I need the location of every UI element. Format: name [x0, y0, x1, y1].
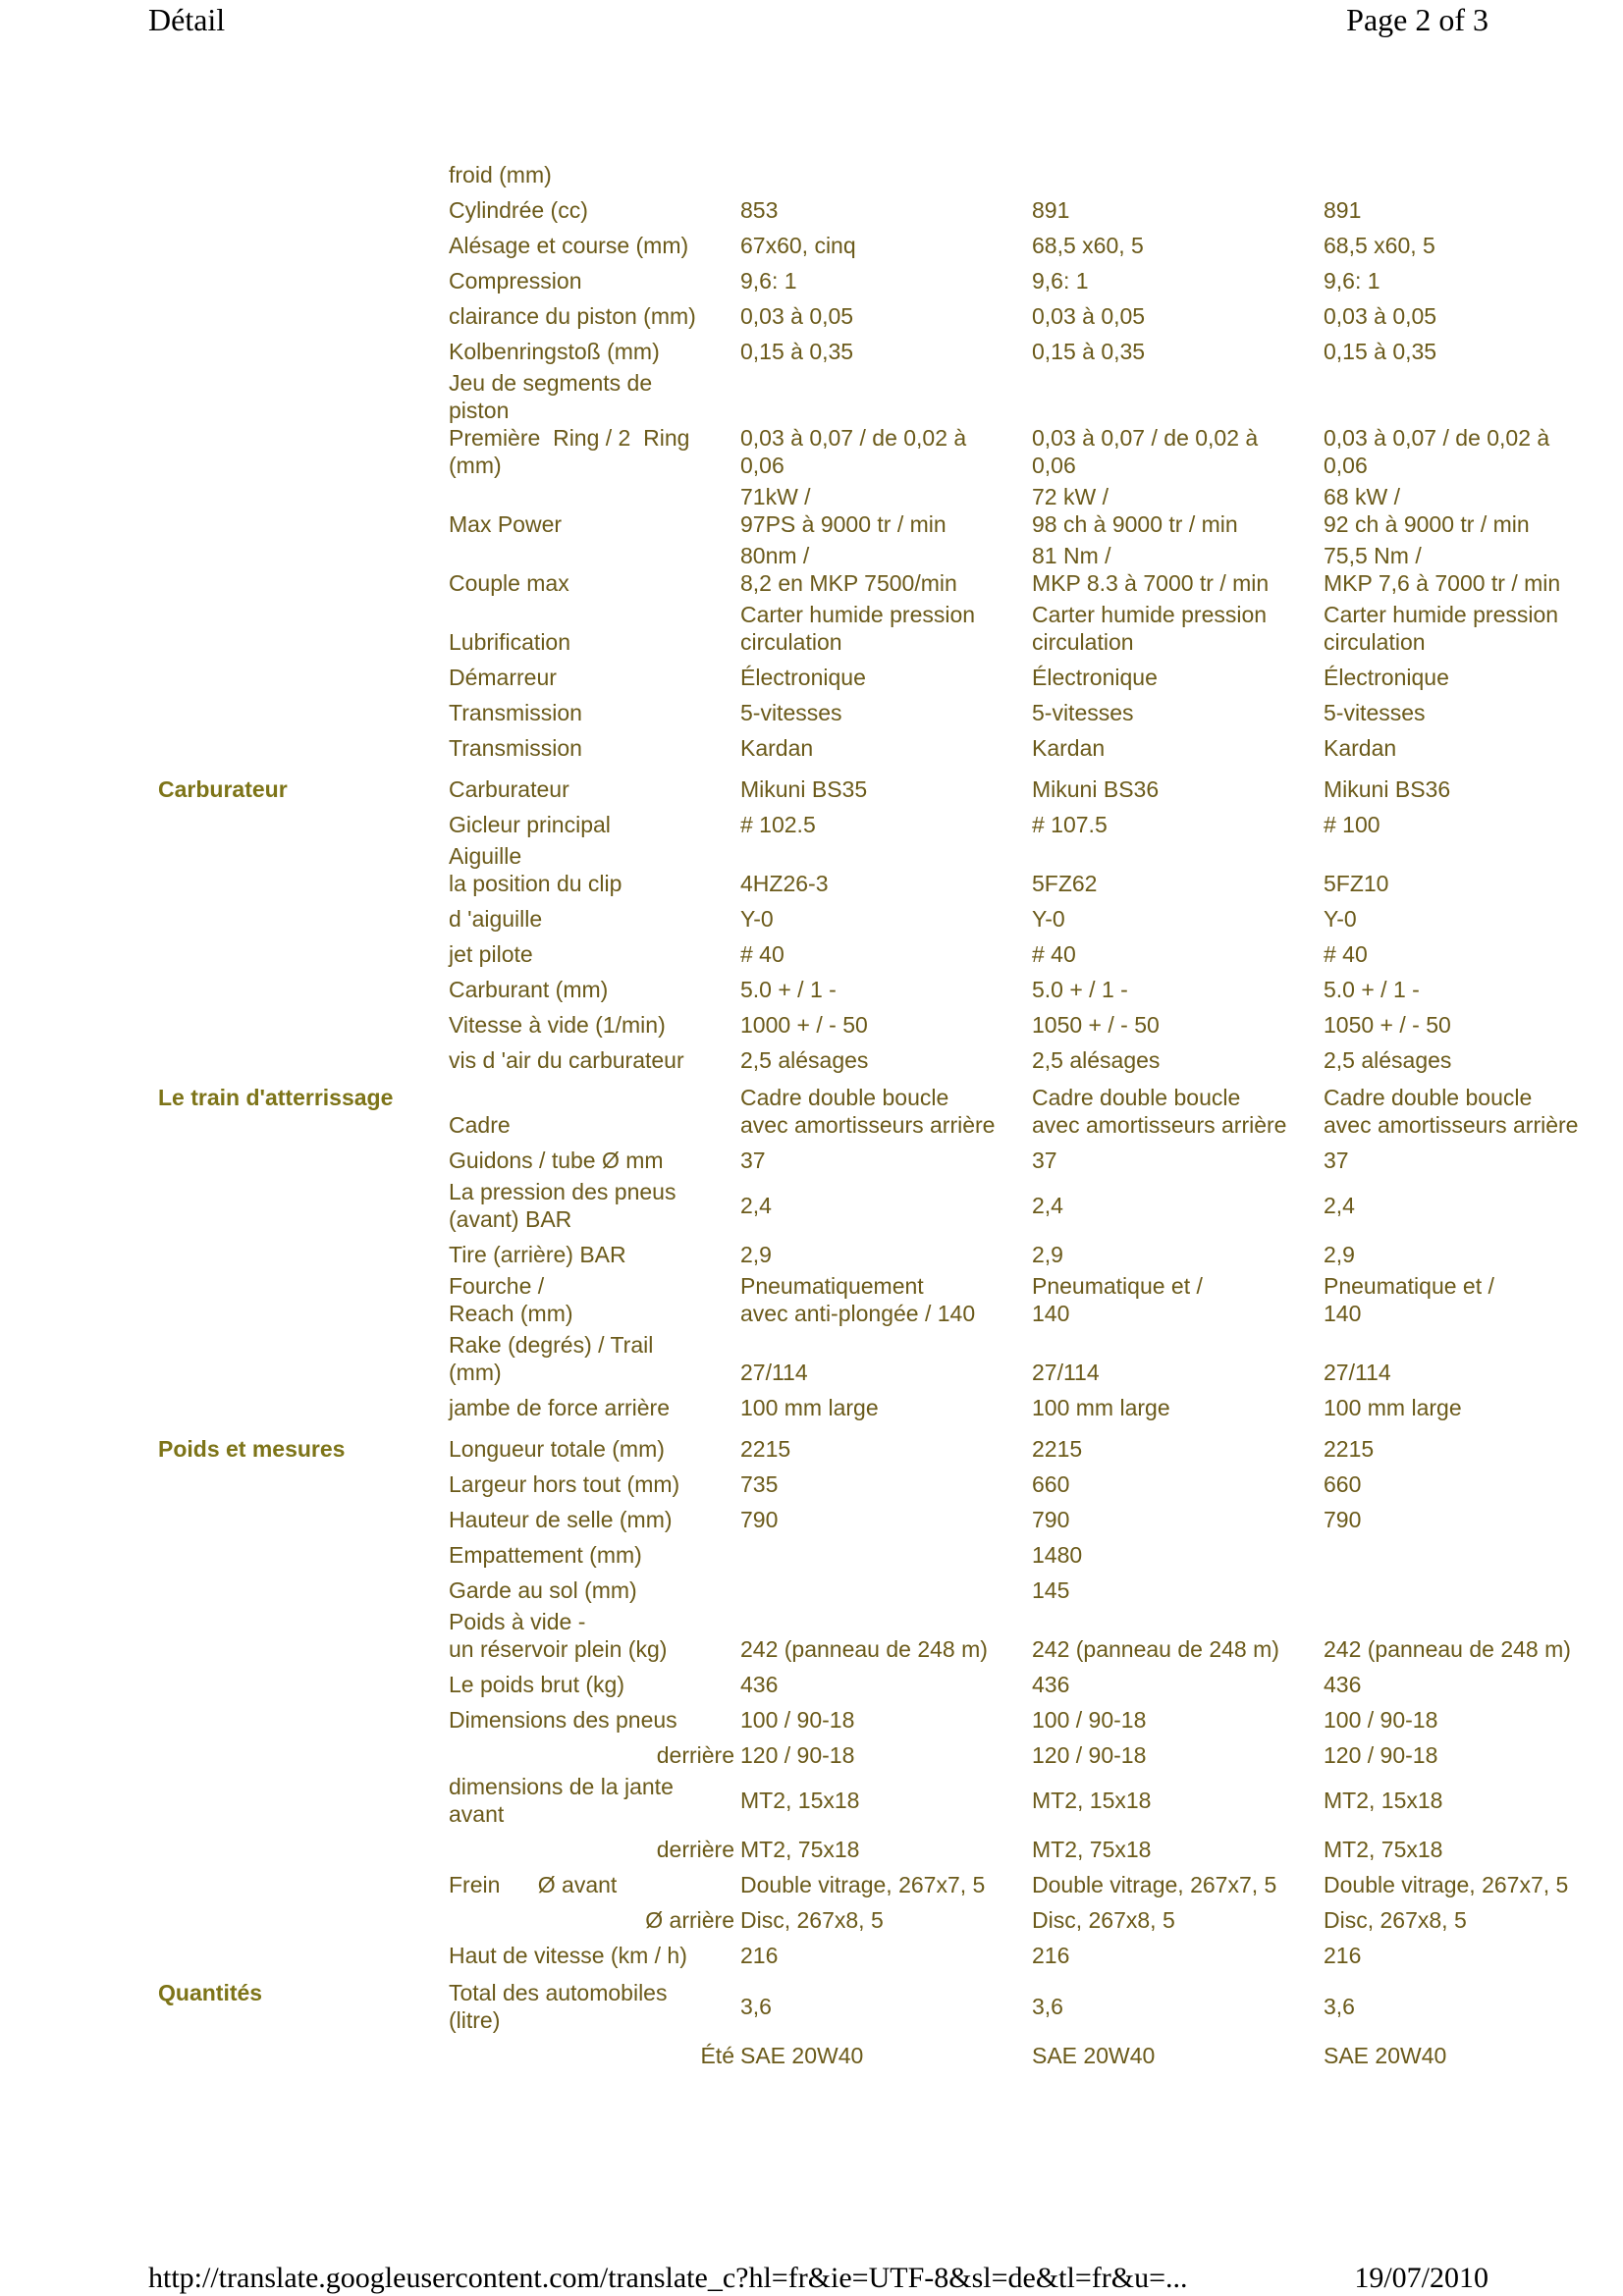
spec-value-1: MT2, 15x18 [740, 1788, 860, 1813]
spec-value-2: Mikuni BS36 [1032, 776, 1160, 802]
spec-value-1: 100 / 90-18 [740, 1707, 855, 1733]
spec-label: Poids à vide - un réservoir plein (kg) [449, 1609, 668, 1662]
spec-value-1: 67x60, cinq [740, 233, 856, 258]
spec-row [158, 1042, 1486, 1078]
spec-value-1: 2,4 [740, 1193, 772, 1218]
spec-row [158, 972, 1486, 1007]
spec-value-2: Y-0 [1032, 906, 1065, 932]
spec-value-2: MT2, 15x18 [1032, 1788, 1152, 1813]
spec-value-1: Électronique [740, 665, 866, 690]
spec-label: Aiguille la position du clip [449, 843, 622, 896]
spec-value-3: 2,9 [1324, 1242, 1355, 1267]
spec-row [158, 1608, 1571, 1667]
spec-row [158, 807, 1486, 842]
spec-value-2: 3,6 [1032, 1994, 1063, 2019]
spec-value-2: Carter humide pression circulation [1032, 602, 1268, 655]
spec-row [158, 772, 1486, 807]
spec-value-3: 0,15 à 0,35 [1324, 339, 1437, 364]
spec-row [158, 542, 1561, 601]
spec-label: jet pilote [449, 941, 533, 967]
spec-label: d 'aiguille [449, 906, 543, 932]
spec-label: Hauteur de selle (mm) [449, 1507, 673, 1532]
spec-table [158, 157, 1579, 2073]
spec-row [158, 1272, 1494, 1331]
spec-value-2: 2,9 [1032, 1242, 1063, 1267]
spec-value-1: # 40 [740, 941, 784, 967]
spec-value-3: 790 [1324, 1507, 1362, 1532]
spec-value-2: Pneumatique et / 140 [1032, 1273, 1203, 1326]
spec-value-1: MT2, 75x18 [740, 1837, 860, 1862]
spec-label: derrière [656, 1837, 734, 1862]
spec-value-1: 0,03 à 0,07 / de 0,02 à 0,06 [740, 425, 967, 478]
spec-row [158, 1979, 1486, 2038]
spec-value-1: 120 / 90-18 [740, 1742, 855, 1768]
spec-value-1: 436 [740, 1672, 779, 1697]
spec-value-3: 75,5 Nm / MKP 7,6 à 7000 tr / min [1324, 543, 1561, 596]
spec-value-1: 3,6 [740, 1994, 772, 2019]
spec-row [158, 192, 1486, 228]
spec-label: Guidons / tube Ø mm [449, 1148, 664, 1173]
spec-value-3: 1050 + / - 50 [1324, 1012, 1451, 1038]
spec-value-1: 4HZ26-3 [740, 871, 829, 896]
spec-value-3: 2,4 [1324, 1193, 1355, 1218]
spec-value-3: Double vitrage, 267x7, 5 [1324, 1872, 1569, 1897]
spec-row [158, 2038, 1486, 2073]
section-title: Carburateur [158, 776, 288, 802]
spec-value-3: 100 / 90-18 [1324, 1707, 1438, 1733]
spec-value-1: 27/114 [740, 1360, 808, 1385]
spec-row [158, 369, 1550, 483]
spec-label: Garde au sol (mm) [449, 1577, 637, 1603]
spec-label: Haut de vitesse (km / h) [449, 1943, 687, 1968]
spec-label: Transmission [449, 700, 582, 725]
spec-value-2: 242 (panneau de 248 m) [1032, 1636, 1279, 1662]
spec-value-1: Cadre double boucle avec amortisseurs arrière [740, 1085, 996, 1138]
spec-value-2: MT2, 75x18 [1032, 1837, 1152, 1862]
spec-value-3: 27/114 [1324, 1360, 1391, 1385]
spec-value-1: Disc, 267x8, 5 [740, 1907, 884, 1933]
spec-row [158, 1237, 1486, 1272]
spec-value-1: Kardan [740, 735, 814, 761]
spec-label: Transmission [449, 735, 582, 761]
spec-row [158, 1431, 1486, 1467]
spec-row [158, 1702, 1486, 1737]
spec-value-1: 853 [740, 197, 779, 223]
spec-value-1: 80nm / 8,2 en MKP 7500/min [740, 543, 957, 596]
spec-value-2: 37 [1032, 1148, 1057, 1173]
footer-url: http://translate.googleusercontent.com/translate_c?hl=fr&ie=UTF-8&sl=de&tl=fr&u=... [148, 2262, 1188, 2294]
spec-label: Max Power [449, 511, 563, 537]
spec-label: Tire (arrière) BAR [449, 1242, 626, 1267]
spec-value-3: # 100 [1324, 812, 1380, 837]
spec-value-3: 2,5 alésages [1324, 1047, 1452, 1073]
spec-value-2: Disc, 267x8, 5 [1032, 1907, 1175, 1933]
spec-value-3: 216 [1324, 1943, 1362, 1968]
spec-value-2: 436 [1032, 1672, 1070, 1697]
spec-value-1: Pneumatiquement avec anti-plongée / 140 [740, 1273, 976, 1326]
footer-date: 19/07/2010 [1354, 2262, 1488, 2294]
spec-row [158, 1773, 1486, 1832]
spec-value-1: 216 [740, 1943, 779, 1968]
spec-row [158, 1178, 1486, 1237]
spec-label: Lubrification [449, 629, 571, 655]
page-header-title: Détail [148, 2, 226, 37]
spec-value-2: Cadre double boucle avec amortisseurs arrière [1032, 1085, 1287, 1138]
spec-value-3: 5.0 + / 1 - [1324, 977, 1420, 1002]
spec-value-1: Y-0 [740, 906, 774, 932]
spec-label: Été [700, 2043, 734, 2068]
spec-value-2: 2,4 [1032, 1193, 1063, 1218]
spec-row [158, 1573, 1486, 1608]
spec-value-3: 0,03 à 0,05 [1324, 303, 1437, 329]
spec-value-1: Carter humide pression circulation [740, 602, 976, 655]
spec-value-3: MT2, 75x18 [1324, 1837, 1443, 1862]
spec-row [158, 334, 1486, 369]
spec-row [158, 901, 1486, 936]
spec-value-3: 37 [1324, 1148, 1349, 1173]
spec-row [158, 483, 1530, 542]
spec-value-1: 37 [740, 1148, 766, 1173]
spec-value-2: SAE 20W40 [1032, 2043, 1156, 2068]
spec-value-2: 81 Nm / MKP 8.3 à 7000 tr / min [1032, 543, 1270, 596]
section-title: Le train d'atterrissage [158, 1085, 394, 1110]
spec-value-1: 100 mm large [740, 1395, 879, 1420]
spec-row [158, 730, 1486, 766]
spec-label: Dimensions des pneus [449, 1707, 677, 1733]
spec-value-3: Y-0 [1324, 906, 1357, 932]
spec-value-1: 9,6: 1 [740, 268, 797, 294]
spec-label: Total des automobiles (litre) [449, 1980, 668, 2033]
spec-value-2: 5-vitesses [1032, 700, 1134, 725]
spec-value-1: 71kW / 97PS à 9000 tr / min [740, 484, 947, 537]
spec-value-3: MT2, 15x18 [1324, 1788, 1443, 1813]
spec-row [158, 1502, 1486, 1537]
spec-row [158, 1832, 1486, 1867]
spec-value-1: 735 [740, 1471, 779, 1497]
spec-value-1: SAE 20W40 [740, 2043, 864, 2068]
spec-value-1: Double vitrage, 267x7, 5 [740, 1872, 986, 1897]
spec-value-1: # 102.5 [740, 812, 816, 837]
spec-label: Alésage et course (mm) [449, 233, 689, 258]
spec-value-2: 5.0 + / 1 - [1032, 977, 1128, 1002]
spec-row [158, 1867, 1569, 1902]
spec-row [158, 1084, 1579, 1143]
spec-row [158, 1390, 1486, 1425]
spec-row [158, 1331, 1486, 1390]
spec-label: Largeur hors tout (mm) [449, 1471, 680, 1497]
spec-value-3: 436 [1324, 1672, 1362, 1697]
spec-row [158, 1938, 1486, 1973]
spec-label: Fourche / Reach (mm) [449, 1273, 573, 1326]
spec-value-1: 242 (panneau de 248 m) [740, 1636, 988, 1662]
spec-label: jambe de force arrière [449, 1395, 670, 1420]
spec-label: dimensions de la jante avant [449, 1774, 674, 1827]
spec-value-1: 0,03 à 0,05 [740, 303, 854, 329]
spec-value-1: 5.0 + / 1 - [740, 977, 837, 1002]
spec-row [158, 1007, 1486, 1042]
spec-label: vis d 'air du carburateur [449, 1047, 684, 1073]
spec-label: derrière [656, 1742, 734, 1768]
spec-value-1: 5-vitesses [740, 700, 842, 725]
spec-value-3: Mikuni BS36 [1324, 776, 1451, 802]
spec-row [158, 1467, 1486, 1502]
spec-value-3: 660 [1324, 1471, 1362, 1497]
spec-label: Longueur totale (mm) [449, 1436, 665, 1462]
spec-label: clairance du piston (mm) [449, 303, 696, 329]
spec-value-2: Électronique [1032, 665, 1158, 690]
spec-row [158, 842, 1486, 901]
page-number: Page 2 of 3 [1346, 2, 1488, 37]
spec-row [158, 695, 1486, 730]
spec-value-2: 891 [1032, 197, 1070, 223]
spec-value-2: Double vitrage, 267x7, 5 [1032, 1872, 1277, 1897]
spec-value-3: Disc, 267x8, 5 [1324, 1907, 1467, 1933]
spec-label: froid (mm) [449, 162, 552, 187]
spec-label: Couple max [449, 570, 569, 596]
spec-value-2: 660 [1032, 1471, 1070, 1497]
spec-label: Ø arrière [645, 1907, 734, 1933]
spec-label: Frein Ø avant [449, 1872, 618, 1897]
spec-value-1: 790 [740, 1507, 779, 1532]
spec-row [158, 1902, 1486, 1938]
spec-label: Jeu de segments de piston Première Ring / 2 Ring (mm) [449, 370, 690, 478]
spec-value-3: Carter humide pression circulation [1324, 602, 1559, 655]
spec-value-3: Cadre double boucle avec amortisseurs arrière [1324, 1085, 1579, 1138]
spec-label: Carburateur [449, 776, 569, 802]
spec-value-1: 0,15 à 0,35 [740, 339, 854, 364]
spec-value-2: 1480 [1032, 1542, 1083, 1568]
spec-value-2: 0,03 à 0,07 / de 0,02 à 0,06 [1032, 425, 1259, 478]
spec-row [158, 263, 1486, 298]
spec-label: Rake (degrés) / Trail (mm) [449, 1332, 654, 1385]
spec-row [158, 660, 1486, 695]
spec-value-2: 27/114 [1032, 1360, 1100, 1385]
spec-value-2: 72 kW / 98 ch à 9000 tr / min [1032, 484, 1238, 537]
spec-value-3: Électronique [1324, 665, 1449, 690]
spec-value-2: 120 / 90-18 [1032, 1742, 1147, 1768]
spec-row [158, 1667, 1486, 1702]
spec-label: La pression des pneus (avant) BAR [449, 1179, 676, 1232]
spec-value-2: 2,5 alésages [1032, 1047, 1161, 1073]
spec-label: Compression [449, 268, 582, 294]
spec-value-2: 9,6: 1 [1032, 268, 1089, 294]
spec-value-2: 1050 + / - 50 [1032, 1012, 1160, 1038]
spec-row [158, 601, 1559, 660]
spec-value-2: 216 [1032, 1943, 1070, 1968]
spec-value-3: 120 / 90-18 [1324, 1742, 1438, 1768]
spec-row [158, 228, 1486, 263]
spec-value-1: 1000 + / - 50 [740, 1012, 868, 1038]
spec-row [158, 936, 1486, 972]
spec-value-2: 100 / 90-18 [1032, 1707, 1147, 1733]
spec-value-3: 9,6: 1 [1324, 268, 1380, 294]
spec-label: Kolbenringstoß (mm) [449, 339, 660, 364]
spec-row [158, 1537, 1486, 1573]
spec-label: Empattement (mm) [449, 1542, 642, 1568]
spec-value-2: 5FZ62 [1032, 871, 1098, 896]
spec-label: Démarreur [449, 665, 557, 690]
spec-value-1: 2215 [740, 1436, 791, 1462]
spec-value-2: 100 mm large [1032, 1395, 1170, 1420]
spec-value-3: 5-vitesses [1324, 700, 1426, 725]
spec-value-2: 790 [1032, 1507, 1070, 1532]
spec-value-2: 68,5 x60, 5 [1032, 233, 1144, 258]
spec-row [158, 1737, 1486, 1773]
spec-value-3: 68 kW / 92 ch à 9000 tr / min [1324, 484, 1530, 537]
spec-label: Gicleur principal [449, 812, 611, 837]
spec-value-3: 100 mm large [1324, 1395, 1462, 1420]
spec-value-1: Mikuni BS35 [740, 776, 868, 802]
spec-label: Carburant (mm) [449, 977, 609, 1002]
spec-value-3: 242 (panneau de 248 m) [1324, 1636, 1571, 1662]
spec-value-3: 891 [1324, 197, 1362, 223]
spec-value-2: 0,03 à 0,05 [1032, 303, 1146, 329]
spec-value-3: 68,5 x60, 5 [1324, 233, 1435, 258]
spec-label: Cylindrée (cc) [449, 197, 588, 223]
spec-value-3: Pneumatique et / 140 [1324, 1273, 1494, 1326]
spec-label: Cadre [449, 1112, 511, 1138]
spec-row [158, 298, 1486, 334]
spec-value-2: 0,15 à 0,35 [1032, 339, 1146, 364]
spec-value-1: 2,5 alésages [740, 1047, 869, 1073]
spec-value-1: 2,9 [740, 1242, 772, 1267]
spec-value-2: # 40 [1032, 941, 1076, 967]
spec-value-2: # 107.5 [1032, 812, 1108, 837]
spec-value-3: # 40 [1324, 941, 1368, 967]
spec-value-3: SAE 20W40 [1324, 2043, 1447, 2068]
spec-row [158, 157, 1486, 192]
spec-label: Le poids brut (kg) [449, 1672, 624, 1697]
section-title: Quantités [158, 1980, 263, 2005]
spec-value-3: 3,6 [1324, 1994, 1355, 2019]
spec-row [158, 1143, 1486, 1178]
spec-value-3: 2215 [1324, 1436, 1375, 1462]
spec-value-3: Kardan [1324, 735, 1397, 761]
spec-value-2: 2215 [1032, 1436, 1083, 1462]
spec-value-2: Kardan [1032, 735, 1106, 761]
spec-value-3: 0,03 à 0,07 / de 0,02 à 0,06 [1324, 425, 1550, 478]
section-title: Poids et mesures [158, 1436, 346, 1462]
spec-value-2: 145 [1032, 1577, 1070, 1603]
spec-value-3: 5FZ10 [1324, 871, 1389, 896]
spec-label: Vitesse à vide (1/min) [449, 1012, 666, 1038]
